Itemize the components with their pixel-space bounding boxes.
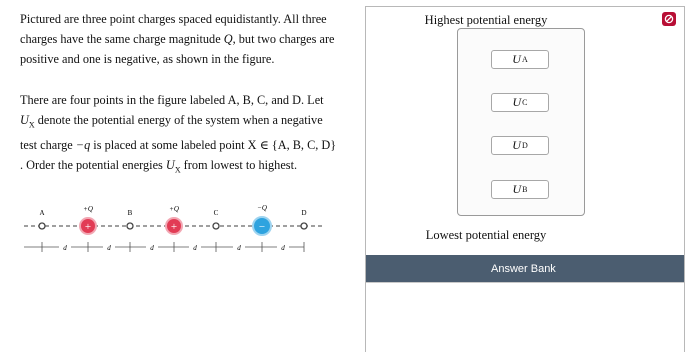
spacing-label-5: d [237, 244, 241, 252]
spacing-label-6: d [281, 244, 285, 252]
answer-bank-area[interactable] [366, 282, 684, 352]
point-label-d: D [301, 209, 307, 217]
question-paragraph-2: There are four points in the figure labeled A, B, C, and D. Let $U_X$ denote the potential energy of the system when a negative test charge −q is placed at some labeled point X ∈ {A, B, C, D} . Order the potential energies $U_X$ from lowest to highest. [20, 93, 337, 175]
charge-label-3: −Q [257, 204, 267, 212]
spacing-label-1: d [63, 244, 67, 252]
question-paragraph-1: Pictured are three point charges spaced equidistantly. All three charges have the same charge magnitude Q, but two charges are positive and one is negative, as shown in the figure. [20, 12, 335, 66]
charge-label-1: +Q [83, 205, 93, 213]
ranking-item-ud[interactable]: U D [491, 136, 549, 155]
spacing-label-3: d [150, 244, 154, 252]
highest-label: Highest potential energy [424, 13, 548, 27]
ranking-drop-zone[interactable] [457, 28, 585, 216]
clear-icon [664, 14, 674, 24]
point-d [301, 223, 307, 229]
point-c [213, 223, 219, 229]
spacing-label-4: d [193, 244, 197, 252]
charge-sign-1: + [84, 221, 92, 233]
charge-sign-2: + [170, 221, 178, 233]
point-b [127, 223, 133, 229]
clear-button[interactable] [662, 12, 676, 26]
answer-bank-header: Answer Bank [366, 255, 684, 282]
point-label-c: C [213, 209, 219, 217]
lowest-label: Lowest potential energy [425, 228, 547, 242]
charge-sign-3: − [258, 221, 266, 233]
spacing-label-2: d [107, 244, 111, 252]
point-label-b: B [127, 209, 133, 217]
ranking-item-ub[interactable]: U B [491, 180, 549, 199]
ranking-item-ua[interactable]: U A [491, 50, 549, 69]
ranking-item-uc[interactable]: U C [491, 93, 549, 112]
point-a [39, 223, 45, 229]
point-label-a: A [39, 209, 45, 217]
ranking-panel [365, 6, 685, 352]
charge-figure [14, 200, 354, 260]
charge-label-2: +Q [169, 205, 179, 213]
